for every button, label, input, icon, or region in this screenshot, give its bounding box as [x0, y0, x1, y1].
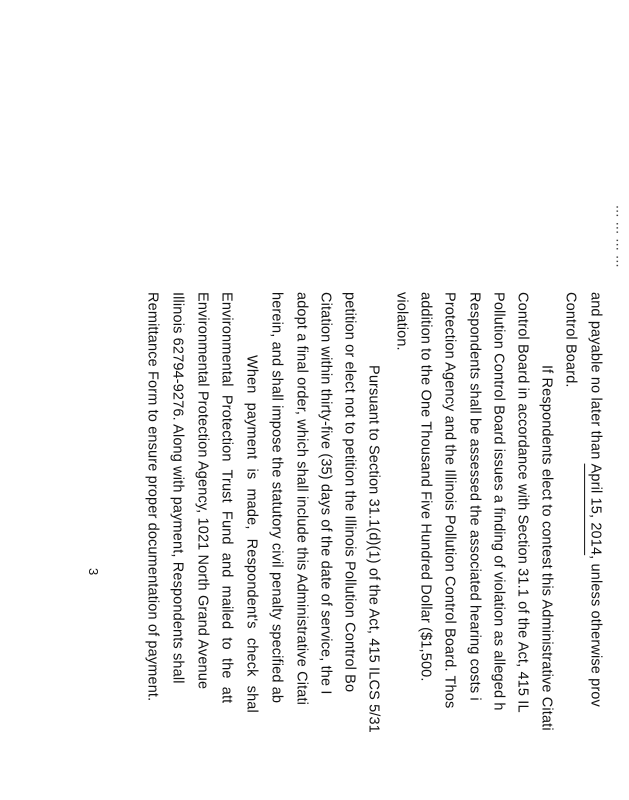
text-line: petition or elect not to petition the Illinois Pollution Control Bo	[341, 292, 358, 693]
text-line: adopt a final order, which shall include this Administrative Citati	[293, 292, 310, 706]
text-segment: , unless otherwise prov	[587, 555, 604, 707]
text-line: Pollution Control Board issues a finding of violation as alleged h	[490, 292, 507, 711]
text-line: Citation within thirty-five (35) days of the date of service, the I	[317, 292, 334, 695]
text-line: Remittance Form to ensure proper documentation of payment.	[144, 292, 161, 702]
text-line-payment-deadline	[588, 292, 603, 707]
text-line: Respondents shall be assessed the associated hearing costs i	[466, 292, 483, 701]
text-line: herein, and shall impose the statutory civil penalty specified ab	[268, 292, 285, 704]
text-line: Environmental Protection Agency, 1021 North Grand Avenue	[194, 292, 211, 690]
text-line: Illinois 62794-9276. Along with payment, Respondents shall	[169, 292, 186, 684]
text-line: addition to the One Thousand Five Hundred Dollar ($1,500.	[417, 292, 434, 682]
page-number: 3	[86, 568, 101, 576]
text-line: When payment is made, Respondent's check shal	[243, 355, 260, 713]
text-line: Protection Agency and the Illinois Pollution Control Board. Thos	[441, 292, 458, 709]
text-segment: and payable no later than	[587, 292, 604, 464]
text-line: Control Board.	[562, 292, 579, 388]
text-line-fragment: ... ... ... ...	[612, 205, 629, 268]
due-date: April 15, 2014	[587, 463, 604, 556]
text-line: Environmental Protection Trust Fund and mailed to the att	[218, 292, 235, 704]
text-line: If Respondents elect to contest this Administrative Citati	[538, 365, 555, 731]
text-line: Pursuant to Section 31.1(d)(1) of the Act, 415 ILCS 5/31	[365, 365, 382, 733]
text-line: Control Board in accordance with Section 31.1 of the Act, 415 IL	[514, 292, 531, 713]
text-line: violation.	[393, 292, 410, 351]
